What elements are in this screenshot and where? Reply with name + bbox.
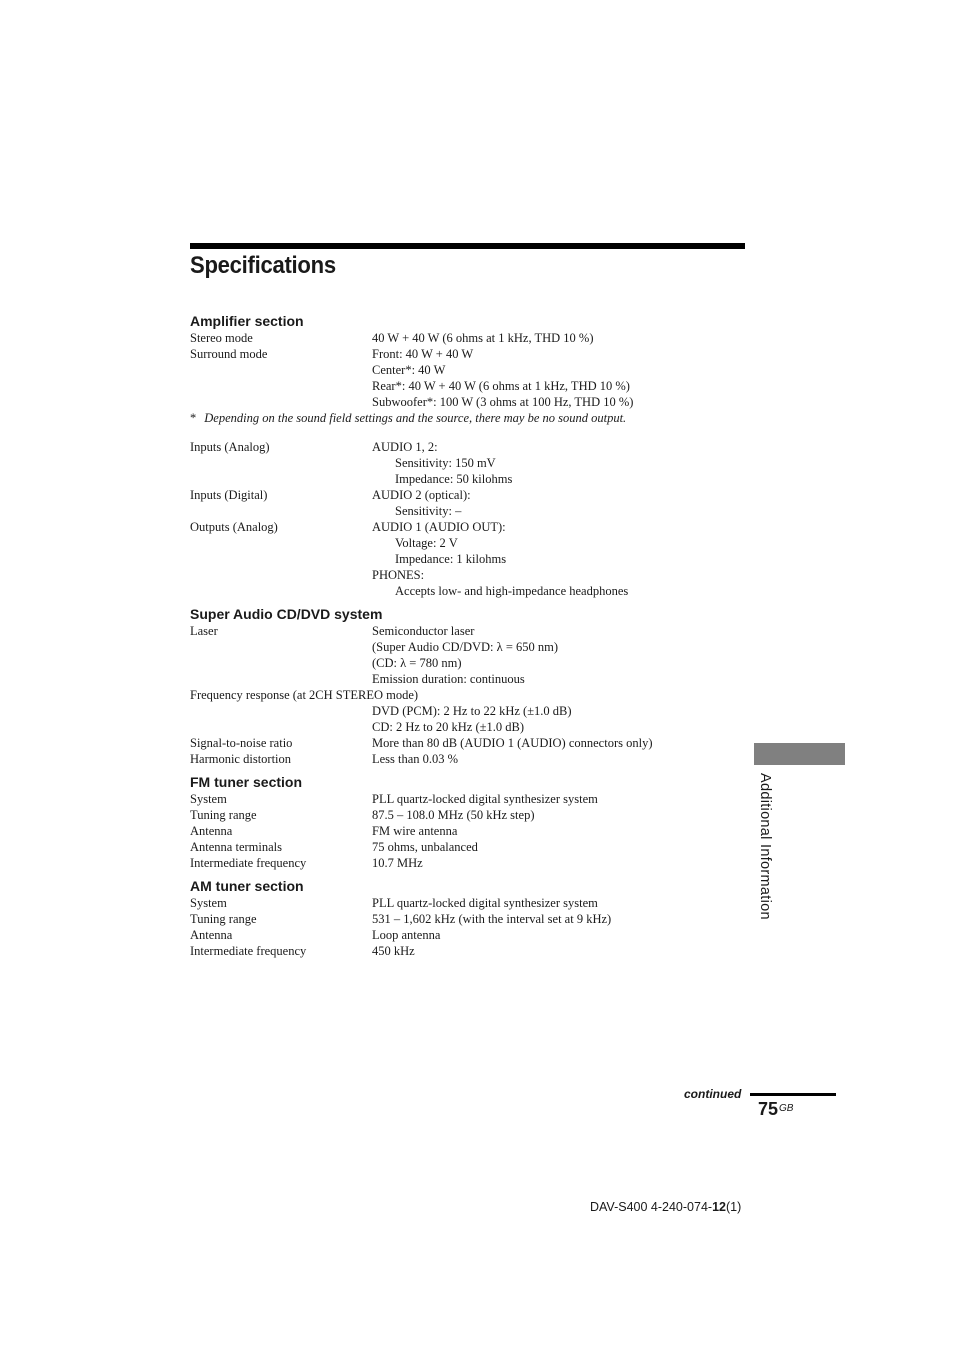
spec-label: Intermediate frequency — [190, 944, 307, 958]
spec-line: Subwoofer*: 100 W (3 ohms at 100 Hz, THD 10 %) — [372, 395, 634, 409]
spec-row — [190, 927, 750, 943]
continued-rule — [750, 1093, 836, 1096]
footnote-mark: * — [190, 411, 197, 425]
spec-label: Tuning range — [190, 912, 257, 926]
doc-code-prefix: DAV-S400 4-240-074- — [590, 1200, 713, 1214]
spec-line: PHONES: — [372, 568, 425, 582]
spec-line: Semiconductor laser — [372, 624, 475, 638]
spec-label: Intermediate frequency — [190, 856, 307, 870]
spec-line: Sensitivity: – — [395, 504, 462, 518]
spec-row-thd — [190, 751, 750, 767]
spec-value — [372, 487, 750, 519]
spec-row-surround — [190, 346, 750, 410]
spec-row — [190, 943, 750, 959]
spec-row — [190, 839, 750, 855]
spec-line: Voltage: 2 V — [395, 536, 458, 550]
spec-row-snr — [190, 735, 750, 751]
spec-row — [190, 823, 750, 839]
spec-label: Inputs (Analog) — [190, 440, 270, 454]
spec-row-stereo — [190, 330, 750, 346]
spec-line: AUDIO 2 (optical): — [372, 488, 471, 502]
spec-row — [190, 895, 750, 911]
am-heading: AM tuner section — [190, 878, 304, 894]
title-rule — [190, 243, 745, 249]
spec-label: Tuning range — [190, 808, 257, 822]
spec-row-frequency — [190, 703, 750, 735]
spec-value: Loop antenna — [372, 928, 441, 942]
spec-value: 87.5 – 108.0 MHz (50 kHz step) — [372, 808, 535, 822]
spec-line: Emission duration: continuous — [372, 672, 525, 686]
spec-line: AUDIO 1, 2: — [372, 440, 438, 454]
spec-line: (Super Audio CD/DVD: λ = 650 nm) — [372, 640, 559, 654]
continued-label: continued — [684, 1087, 742, 1101]
document-code — [590, 1200, 741, 1214]
spec-line: Sensitivity: 150 mV — [395, 456, 496, 470]
spec-line: Center*: 40 W — [372, 363, 446, 377]
spec-label: Laser — [190, 624, 218, 638]
page-title: Specifications — [190, 252, 336, 279]
page-number-value: 75 — [758, 1099, 779, 1119]
spec-line: Rear*: 40 W + 40 W (6 ohms at 1 kHz, THD 10 %) — [372, 379, 630, 393]
spec-value: PLL quartz-locked digital synthesizer system — [372, 792, 598, 806]
spec-label: Inputs (Digital) — [190, 488, 268, 502]
doc-code-bold: 12 — [712, 1200, 726, 1214]
doc-code-suffix: (1) — [725, 1200, 742, 1214]
section-tab — [754, 743, 845, 765]
spec-line: (CD: λ = 780 nm) — [372, 656, 462, 670]
page-number — [758, 1099, 793, 1120]
spec-line: Accepts low- and high-impedance headphones — [395, 584, 629, 598]
spec-line: Impedance: 1 kilohms — [395, 552, 507, 566]
spec-line: Front: 40 W + 40 W — [372, 347, 474, 361]
spec-value: More than 80 dB (AUDIO 1 (AUDIO) connectors only) — [372, 736, 653, 750]
spec-value — [372, 519, 750, 599]
footnote-text: Depending on the sound field settings and the source, there may be no sound output. — [204, 411, 627, 425]
spec-value — [372, 439, 750, 487]
spec-value: 40 W + 40 W (6 ohms at 1 kHz, THD 10 %) — [372, 331, 594, 345]
spec-label: Antenna — [190, 928, 233, 942]
spec-value — [372, 703, 750, 735]
spec-value: 10.7 MHz — [372, 856, 423, 870]
spec-row-inputs-digital — [190, 487, 750, 519]
spec-row-outputs-analog — [190, 519, 750, 599]
spec-line: CD: 2 Hz to 20 kHz (±1.0 dB) — [372, 720, 524, 734]
spec-label: Outputs (Analog) — [190, 520, 278, 534]
spec-line: AUDIO 1 (AUDIO OUT): — [372, 520, 506, 534]
spec-content — [190, 312, 750, 959]
spec-line: Impedance: 50 kilohms — [395, 472, 513, 486]
spec-value — [372, 623, 750, 687]
spec-value: Less than 0.03 % — [372, 752, 459, 766]
spec-label-frequency: Frequency response (at 2CH STEREO mode) — [190, 688, 419, 702]
section-tab-label: Additional Information — [757, 773, 773, 920]
spec-value: 531 – 1,602 kHz (with the interval set at 9 kHz) — [372, 912, 612, 926]
spec-row — [190, 855, 750, 871]
spec-label: Stereo mode — [190, 331, 253, 345]
spec-row-laser — [190, 623, 750, 687]
spec-row — [190, 807, 750, 823]
spec-value: FM wire antenna — [372, 824, 458, 838]
spec-value: 75 ohms, unbalanced — [372, 840, 478, 854]
fm-heading: FM tuner section — [190, 774, 303, 790]
spec-value: PLL quartz-locked digital synthesizer system — [372, 896, 598, 910]
spec-line: DVD (PCM): 2 Hz to 22 kHz (±1.0 dB) — [372, 704, 572, 718]
spec-label: Surround mode — [190, 347, 268, 361]
spec-row — [190, 791, 750, 807]
spec-label: Antenna — [190, 824, 233, 838]
spec-row-inputs-analog — [190, 439, 750, 487]
amplifier-heading: Amplifier section — [190, 313, 304, 329]
footnote — [190, 410, 750, 426]
spec-value: 450 kHz — [372, 944, 415, 958]
spec-label: System — [190, 792, 227, 806]
spec-value — [372, 346, 750, 410]
spec-label: Antenna terminals — [190, 840, 282, 854]
spec-label: Signal-to-noise ratio — [190, 736, 293, 750]
spec-label: Harmonic distortion — [190, 752, 292, 766]
spec-row — [190, 911, 750, 927]
sacd-heading: Super Audio CD/DVD system — [190, 606, 383, 622]
spec-label: System — [190, 896, 227, 910]
page-number-suffix: GB — [779, 1103, 794, 1114]
